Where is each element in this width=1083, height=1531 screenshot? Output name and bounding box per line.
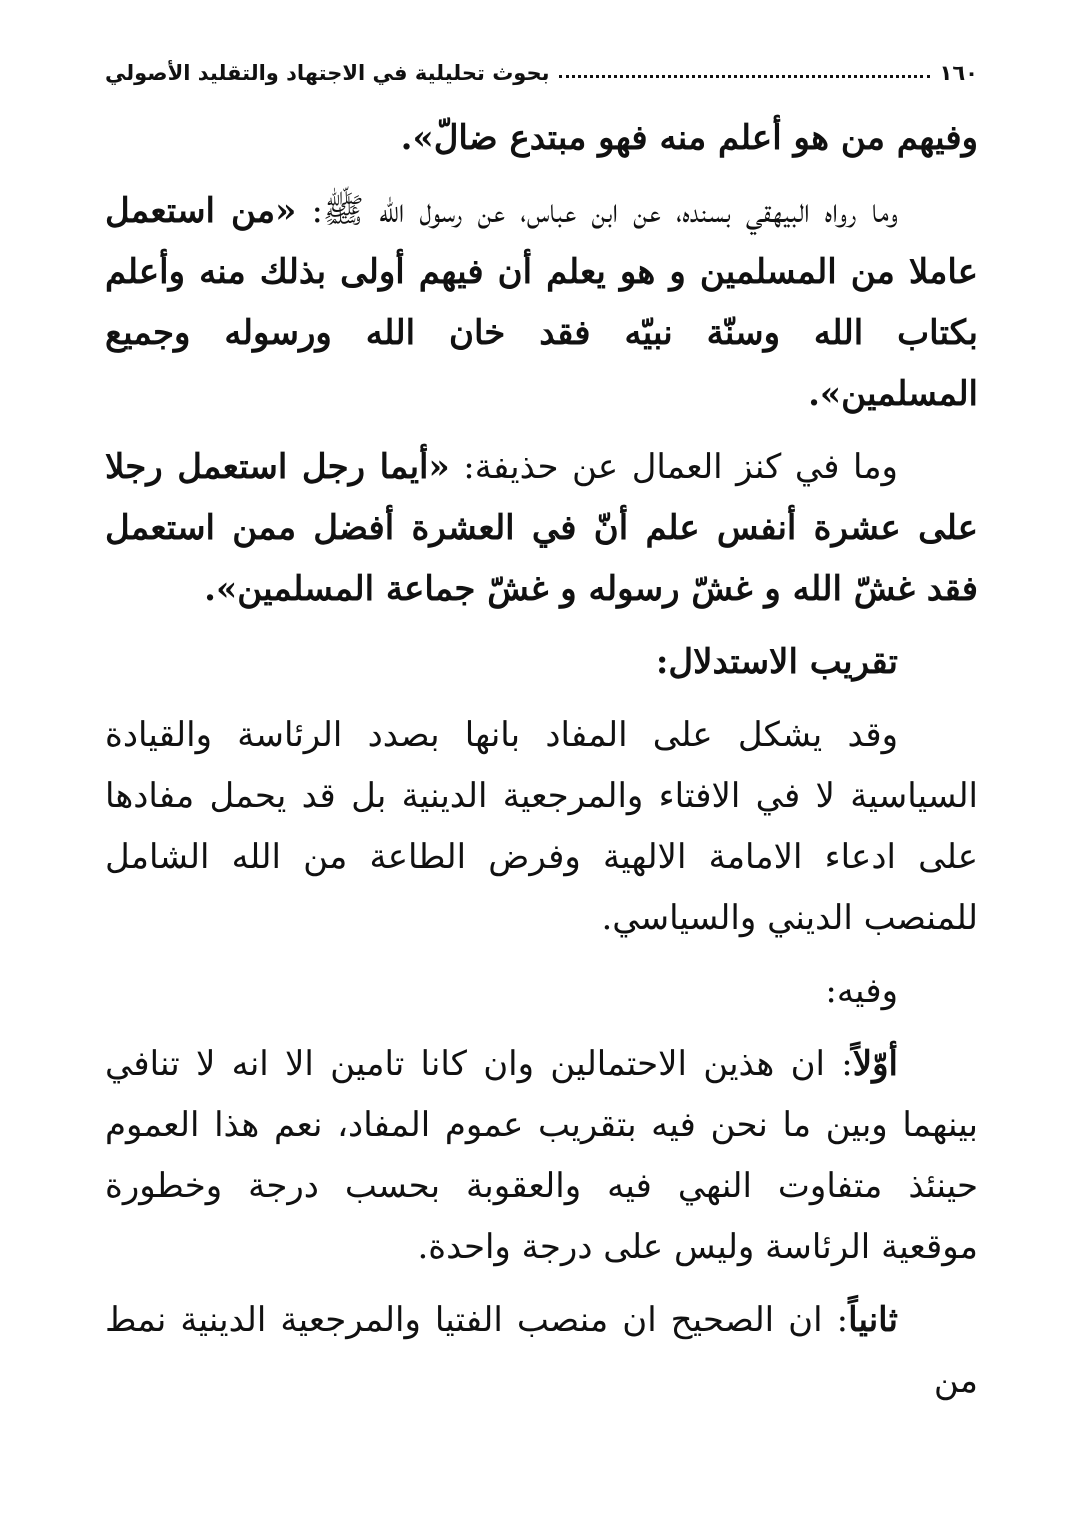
running-header	[105, 56, 978, 90]
paragraph-objection: وقد يشكل على المفاد بانها بصدد الرئاسة والقيادة السياسية لا في الافتاء والمرجعية الدينية بل قد يحمل مفادها على ادعاء الامامة الالهية وفرض الطاعة من الله الشامل للمنصب الديني والسياسي.	[105, 715, 978, 938]
paragraph-bayhaqi-quote: «من استعمل عاملا من المسلمين و هو يعلم أن فيهم أولى بذلك منه وأعلم بكتاب الله وسنّة نبيّه فقد خان الله ورسوله وجميع المسلمين».	[105, 191, 978, 414]
second-point-text: : ان الصحيح ان منصب الفتيا والمرجعية الدينية نمط من	[105, 1300, 978, 1401]
paragraph-quote-ending: وفيهم من هو أعلم منه فهو مبتدع ضالّ».	[400, 118, 978, 158]
paragraph-bayhaqi-intro: وما رواه البيهقي بسنده، عن ابن عباس، عن رسول الله ﷺ:	[311, 191, 899, 231]
paragraph-second-point	[105, 1290, 978, 1412]
section-heading: تقريب الاستدلال:	[655, 642, 898, 682]
paragraph-kanz-intro: وما في كنز العمال عن حذيفة:	[449, 447, 898, 487]
page-body	[105, 108, 978, 1424]
paragraph-first-point	[105, 1034, 978, 1278]
paragraph-kanz	[105, 437, 978, 620]
paragraph-bayhaqi	[105, 181, 978, 425]
page-number: ١٦٠	[939, 61, 978, 85]
first-point-lead: أوّلاً	[852, 1044, 898, 1084]
paragraph-reply-intro: وفيه:	[825, 971, 898, 1011]
second-point-lead: ثانياً	[848, 1300, 898, 1340]
paragraph-kanz-quote: «أيما رجل استعمل رجلا على عشرة أنفس علم أنّ في العشرة أفضل ممن استعمل فقد غشّ الله و غشّ رسوله و غشّ جماعة المسلمين».	[105, 447, 978, 609]
dotted-leader	[559, 75, 929, 78]
first-point-text: : ان هذين الاحتمالين وان كانا تامين الا انه لا تنافي بينهما وبين ما نحن فيه بتقريب عموم المفاد، نعم هذا العموم حينئذ متفاوت النهي فيه والعقوبة بحسب درجة وخطورة موقعية الرئاسة وليس على درجة واحدة.	[105, 1044, 978, 1267]
book-title: بحوث تحليلية في الاجتهاد والتقليد الأصولي	[105, 61, 550, 85]
